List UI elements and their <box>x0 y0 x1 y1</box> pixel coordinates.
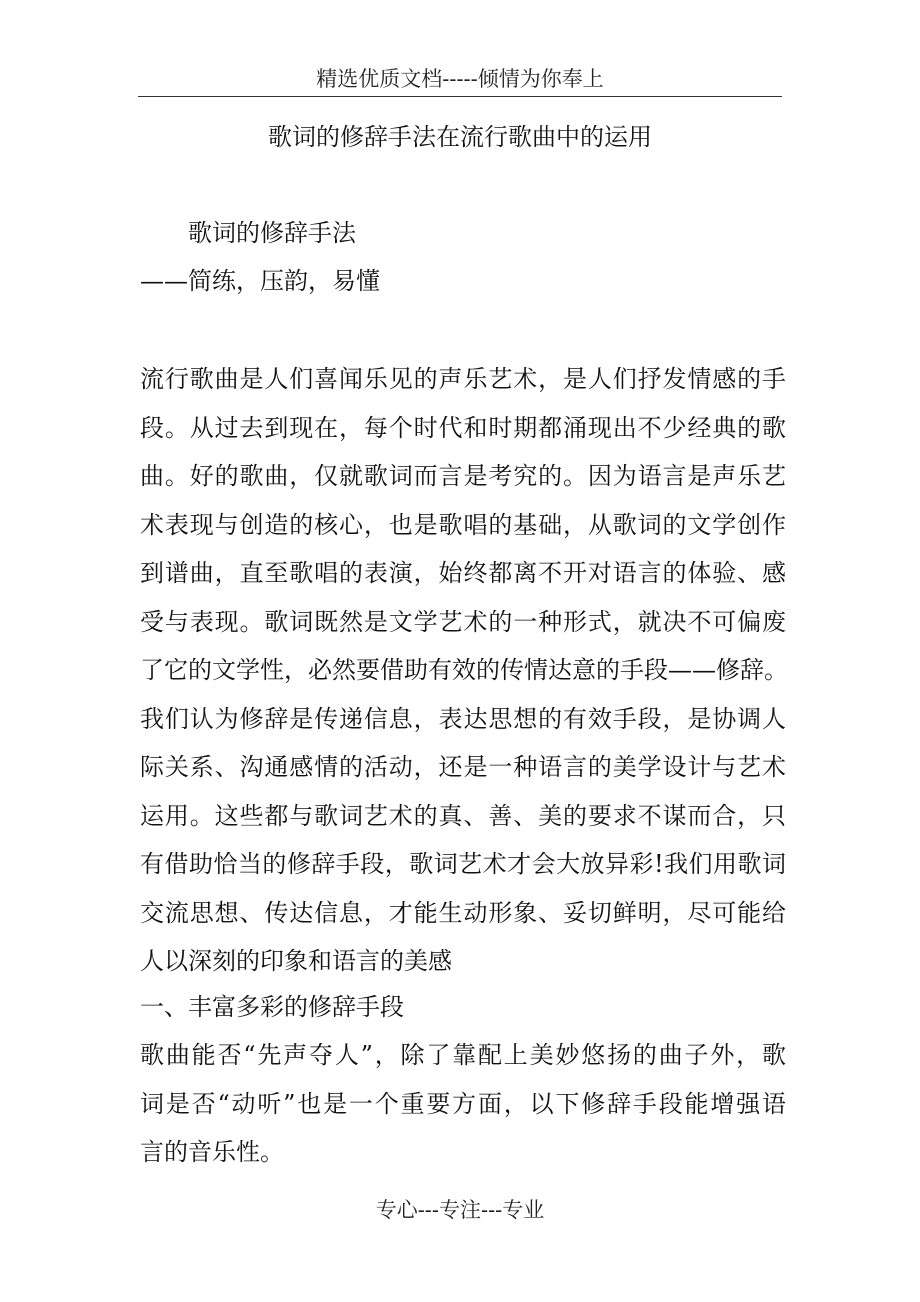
document-title: 歌词的修辞手法在流行歌曲中的运用 <box>268 123 652 151</box>
paragraph-line: 了它的文学性，必然要借助有效的传情达意的手段——修辞。 <box>140 656 788 684</box>
paragraph-line: 运用。这些都与歌词艺术的真、善、美的要求不谋而合，只 <box>140 801 786 830</box>
paragraph-line: 段。从过去到现在，每个时代和时期都涌现出不少经典的歌 <box>140 413 786 442</box>
paragraph-line: 术表现与创造的核心，也是歌唱的基础，从歌词的文学创作 <box>140 510 786 539</box>
paragraph-line: 词是否“动听”也是一个重要方面，以下修辞手段能增强语 <box>140 1089 786 1118</box>
paragraph-2 <box>140 1031 786 1177</box>
paragraph-line: 歌曲能否“先声夺人”，除了靠配上美妙悠扬的曲子外，歌 <box>140 1041 786 1069</box>
paragraph-line: 有借助恰当的修辞手段，歌词艺术才会大放异彩!我们用歌词 <box>140 850 786 878</box>
paragraph-1 <box>140 355 786 986</box>
paragraph-line: 流行歌曲是人们喜闻乐见的声乐艺术，是人们抒发情感的手 <box>140 365 786 393</box>
paragraph-line: 言的音乐性。 <box>140 1138 284 1166</box>
paragraph-line: 受与表现。歌词既然是文学艺术的一种形式，就决不可偏废 <box>140 607 786 636</box>
page-header: 精选优质文档-----倾情为你奉上 <box>316 67 604 91</box>
paragraph-line: 交流思想、传达信息，才能生动形象、妥切鲜明，尽可能给 <box>140 898 786 927</box>
paragraph-line: 人以深刻的印象和语言的美感 <box>140 947 452 975</box>
subtitle-line-2: ——简练，压韵，易懂 <box>140 267 380 295</box>
subtitle-line-1: 歌词的修辞手法 <box>188 219 356 247</box>
paragraph-line: 我们认为修辞是传递信息，表达思想的有效手段，是协调人 <box>140 704 786 733</box>
paragraph-line: 际关系、沟通感情的活动，还是一种语言的美学设计与艺术 <box>140 753 786 781</box>
paragraph-line: 到谱曲，直至歌唱的表演，始终都离不开对语言的体验、感 <box>140 559 786 587</box>
section-heading <box>140 983 786 1032</box>
section-heading-text: 一、丰富多彩的修辞手段 <box>140 993 404 1021</box>
paragraph-line: 曲。好的歌曲，仅就歌词而言是考究的。因为语言是声乐艺 <box>140 462 786 490</box>
page-footer: 专心---专注---专业 <box>375 1198 545 1222</box>
header-divider <box>138 96 782 97</box>
